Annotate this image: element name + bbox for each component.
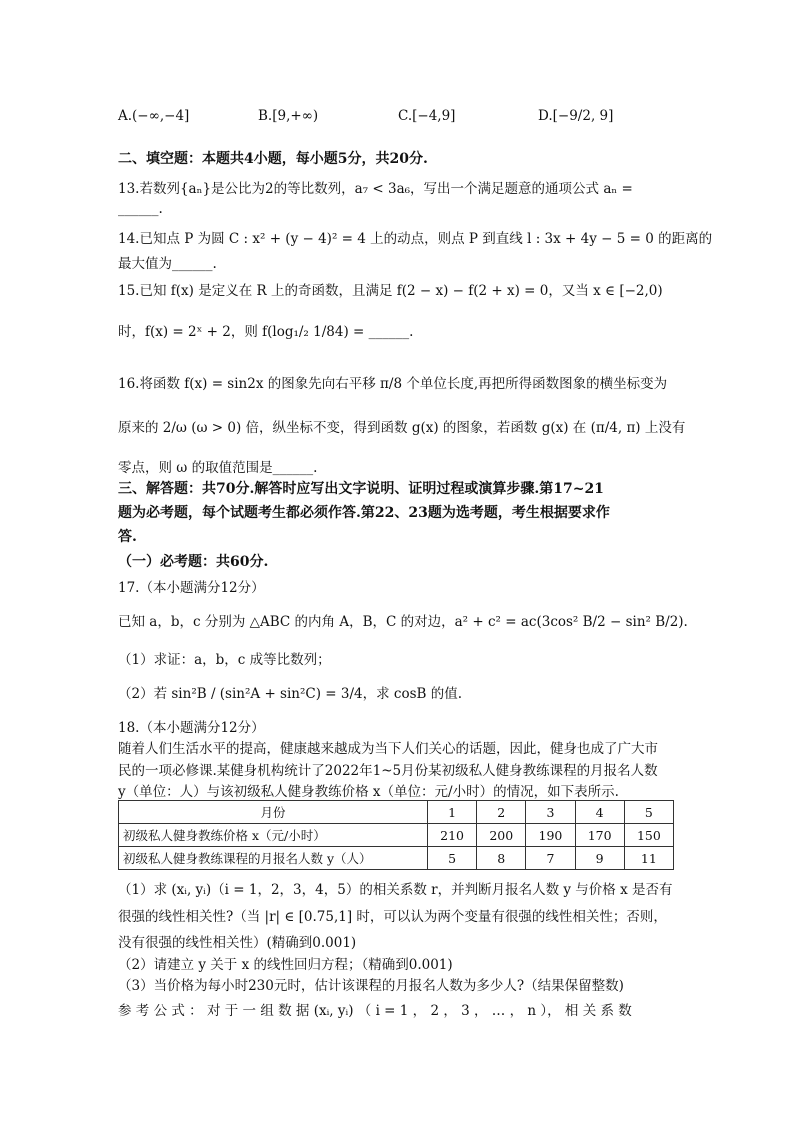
q13-line2: ______. xyxy=(118,201,163,217)
table-cell: 3 xyxy=(526,801,575,824)
q18-stem3: y（单位：人）与该初级私人健身教练价格 x（单位：元/小时）的情况，如下表所示. xyxy=(118,784,619,800)
q15-line1: 15.已知 f(x) 是定义在 R 上的奇函数，且满足 f(2 − x) − f(2 + x) = 0，又当 x ∈ [−2,0) xyxy=(118,283,663,299)
q18-title: 18.（本小题满分12分） xyxy=(118,720,265,736)
q17-part2: （2）若 sin²B / (sin²A + sin²C) = 3/4，求 cosB 的值. xyxy=(118,686,463,702)
table-cell: 1 xyxy=(428,801,477,824)
q16-line3: 零点，则 ω 的取值范围是______. xyxy=(118,460,318,476)
table-cell: 7 xyxy=(526,847,575,870)
q14-line2: 最大值为______. xyxy=(118,256,217,272)
table-cell: 190 xyxy=(526,824,575,847)
q18-part1b: 很强的线性相关性?（当 |r| ∈ [0.75,1] 时，可以认为两个变量有很强的线性相关性；否则， xyxy=(118,909,667,925)
q18-part1c: 没有很强的线性相关性）(精确到0.001) xyxy=(118,935,357,951)
option-c: C.[−4,9] xyxy=(398,108,456,124)
table-cell: 9 xyxy=(575,847,624,870)
section3-line2: 题为必考题，每个试题考生都必须作答.第22、23题为选考题，考生根据要求作 xyxy=(118,505,610,521)
table-cell: 4 xyxy=(575,801,624,824)
option-b: B.[9,+∞) xyxy=(258,108,319,124)
q18-stem1: 随着人们生活水平的提高，健康越来越成为当下人们关心的话题，因此，健身也成了广大市 xyxy=(118,741,658,757)
option-d: D.[−9/2, 9] xyxy=(538,108,614,124)
table-row xyxy=(119,847,674,870)
table-cell: 200 xyxy=(477,824,526,847)
table-cell: 2 xyxy=(477,801,526,824)
q18-part1a: （1）求 (xᵢ, yᵢ)（i = 1，2，3，4，5）的相关系数 r，并判断月报名人数 y 与价格 x 是否有 xyxy=(118,882,673,898)
q16-line1: 16.将函数 f(x) = sin2x 的图象先向右平移 π/8 个单位长度,再把所得函数图象的横坐标变为 xyxy=(118,376,668,392)
q17-stem: 已知 a，b，c 分别为 △ABC 的内角 A，B，C 的对边，a² + c² = ac(3cos² B/2 − sin² B/2). xyxy=(118,614,688,630)
table-cell: 8 xyxy=(477,847,526,870)
table-header-label: 月份 xyxy=(119,801,428,824)
table-cell: 11 xyxy=(624,847,673,870)
section3-line1: 三、解答题：共70分.解答时应写出文字说明、证明过程或演算步骤.第17~21 xyxy=(118,481,604,497)
section2-title: 二、填空题：本题共4小题，每小题5分，共20分. xyxy=(118,151,428,167)
q13-line1: 13.若数列{aₙ}是公比为2的等比数列，a₇ < 3a₆，写出一个满足题意的通项公式 aₙ = xyxy=(118,181,633,197)
section3-line3: 答. xyxy=(118,529,137,545)
table-cell: 150 xyxy=(624,824,673,847)
q18-part2: （2）请建立 y 关于 x 的线性回归方程；（精确到0.001) xyxy=(118,957,453,973)
q18-stem2: 民的一项必修课.某健身机构统计了2022年1~5月份某初级私人健身教练课程的月报名人数 xyxy=(118,763,658,779)
table-cell: 210 xyxy=(428,824,477,847)
q17-part1: （1）求证：a，b，c 成等比数列； xyxy=(118,652,331,668)
table-header-row xyxy=(119,801,674,824)
option-a: A.(−∞,−4] xyxy=(118,108,190,124)
table-cell: 5 xyxy=(428,847,477,870)
q16-line2: 原来的 2/ω (ω > 0) 倍，纵坐标不变，得到函数 g(x) 的图象，若函数 g(x) 在 (π/4, π) 上没有 xyxy=(118,420,686,436)
table-row-label: 初级私人健身教练价格 x（元/小时） xyxy=(119,824,428,847)
data-table xyxy=(118,800,674,870)
section3-sub: （一）必考题：共60分. xyxy=(118,554,269,570)
q18-part3: （3）当价格为每小时230元时，估计该课程的月报名人数为多少人?（结果保留整数) xyxy=(118,978,624,994)
table-cell: 170 xyxy=(575,824,624,847)
q15-line2: 时，f(x) = 2ˣ + 2，则 f(log₁/₂ 1/84) = ______. xyxy=(118,324,414,340)
table-row-label: 初级私人健身教练课程的月报名人数 y（人） xyxy=(119,847,428,870)
table-row xyxy=(119,824,674,847)
q17-title: 17.（本小题满分12分） xyxy=(118,580,265,596)
table-cell: 5 xyxy=(624,801,673,824)
q18-formula: 参 考 公 式 ： 对 于 一 组 数 据 (xᵢ, yᵢ) （ i = 1 ， 2 ， 3 ， … ， n ）， 相 关 系 数 xyxy=(118,1003,632,1019)
q14-line1: 14.已知点 P 为圆 C : x² + (y − 4)² = 4 上的动点，则点 P 到直线 l : 3x + 4y − 5 = 0 的距离的 xyxy=(118,231,713,247)
